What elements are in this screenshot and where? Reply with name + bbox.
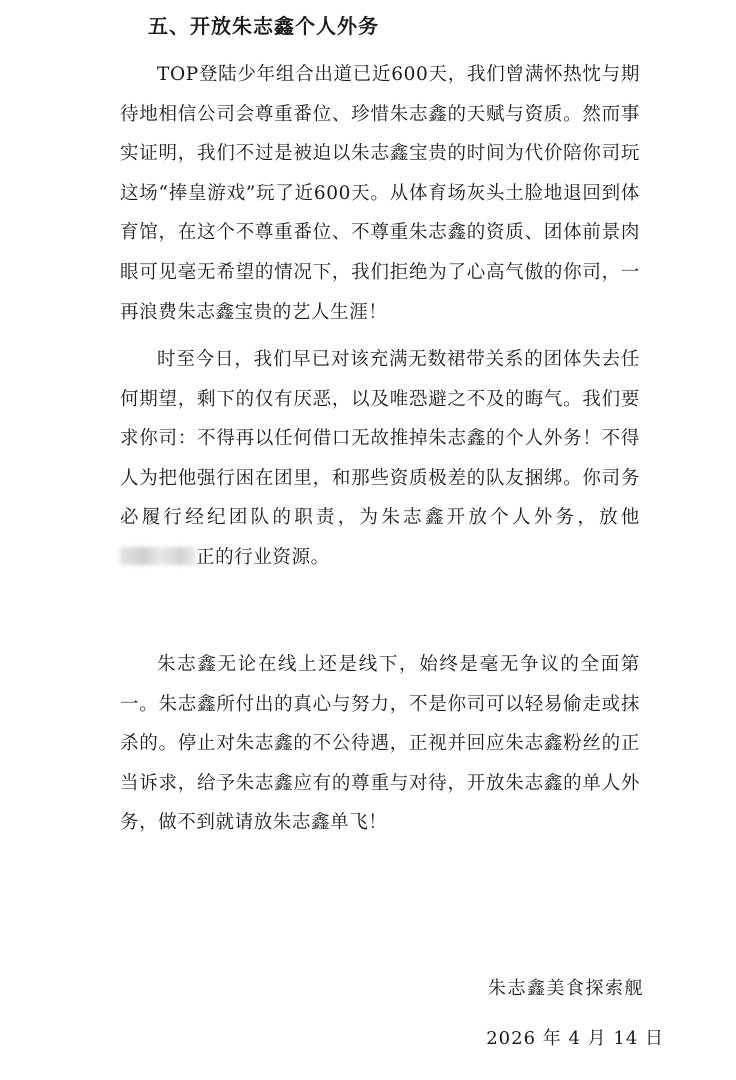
- paragraph-1: TOP登陆少年组合出道已近600天，我们曾满怀热忱与期待地相信公司会尊重番位、珍惜朱志鑫的天赋与资质。然而事实证明，我们不过是被迫以朱志鑫宝贵的时间为代价陪你司玩这场“捧皇游戏”玩了近600天。从体育场灰头土脸地退回到体育馆，在这个不尊重番位、不尊重朱志鑫的资质、团体前景肉眼可见毫无希望的情况下，我们拒绝为了心高气傲的你司，一再浪费朱志鑫宝贵的艺人生涯！: [120, 64, 640, 323]
- paragraph-2: [120, 340, 640, 578]
- paragraph-3: 朱志鑫无论在线上还是线下，始终是毫无争议的全面第一。朱志鑫所付出的真心与努力，不是你司可以轻易偷走或抹杀的。停止对朱志鑫的不公待遇，正视并回应朱志鑫粉丝的正当诉求，给予朱志鑫应有的尊重与对待，开放朱志鑫的单人外务，做不到就请放朱志鑫单飞！: [120, 654, 640, 834]
- paragraph-2-tail: 正的行业资源。: [196, 546, 330, 568]
- blurred-redaction: [120, 547, 196, 565]
- date: 2026 年 4 月 14 日: [486, 1028, 664, 1049]
- signature: 朱志鑫美食探索舰: [488, 978, 644, 999]
- section-heading: 五、开放朱志鑫个人外务: [148, 14, 379, 38]
- paragraph-2-text: 时至今日，我们早已对该充满无数裙带关系的团体失去任何期望，剩下的仅有厌恶，以及唯恐避之不及的晦气。我们要求你司：不得再以任何借口无故推掉朱志鑫的个人外务！不得人为把他强行困在团里，和那些资质极差的队友捆绑。你司务必履行经纪团队的职责，为朱志鑫开放个人外务，放他: [120, 349, 640, 529]
